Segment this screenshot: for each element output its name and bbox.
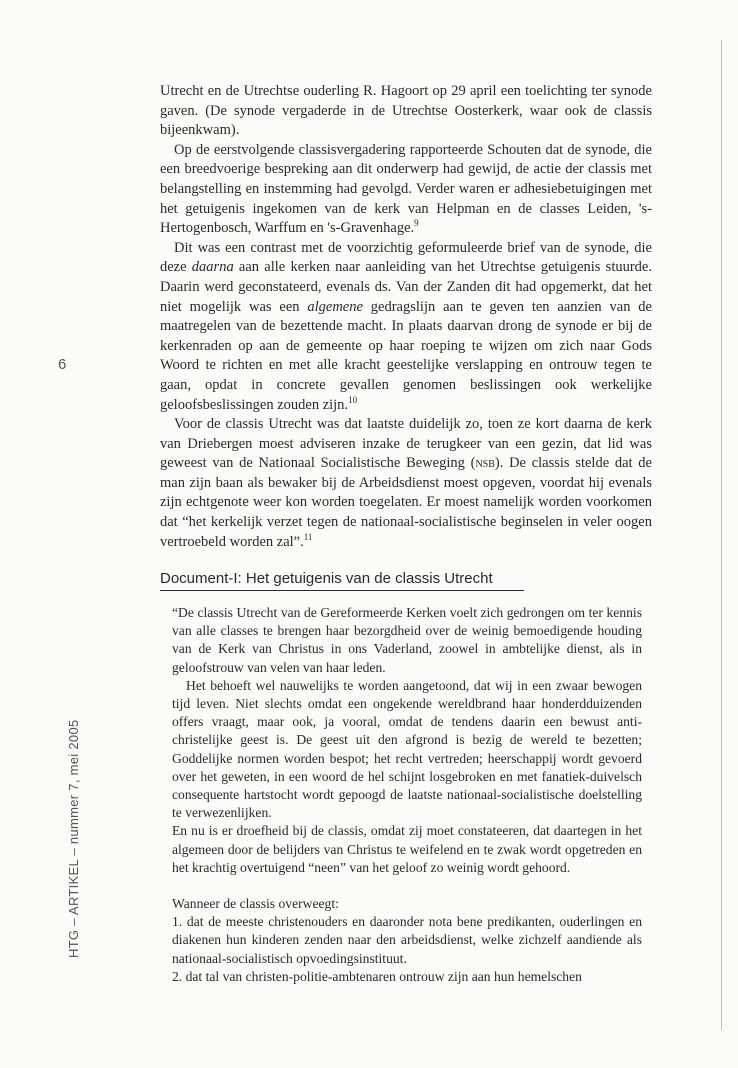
paragraph-2: Op de eerstvolgende classisvergadering rapporteerde Schouten dat de synode, die een breedvoerige bespreking aan dit onderwerp had gewijd, de actie der classis met belangstelling en instemming had gevolgd. Verder waren er adhesiebetuigingen met het getuigenis ingekomen van de kerk van Helpman en de classes Leiden, 's-Hertogenbosch, Warffum en 's-Gravenhage.$^9$ <box>160 141 652 237</box>
quote-spacer <box>172 877 642 895</box>
running-head: HTG – ARTIKEL – nummer 7, mei 2005 <box>66 719 81 958</box>
quote-list-item-1: 1. dat de meeste christenouders en daaronder nota bene predikanten, ouderlingen en diakenen hun kinderen zenden naar den arbeidsdienst, welke zichzelf aandiende als nationaal-socialistisch opvoedingsinstituut. <box>172 914 642 966</box>
section-heading: Document-I: Het getuigenis van de classis Utrecht <box>160 570 524 591</box>
quote-paragraph-1: “De classis Utrecht van de Gereformeerde Kerken voelt zich gedrongen om ter kennis van alle classes te brengen haar bezorgdheid over de weinig bemoedigende houding van de Kerk van Christus in ons Vaderland, zoowel in ambtelijke dienst, als in geloofstrouw van velen van haar leden. <box>172 605 642 675</box>
quote-paragraph-2: Het behoeft wel nauwelijks te worden aangetoond, dat wij in een zwaar bewogen tijd leven. Niet slechts omdat een ongekende wereldbrand haar honderdduizenden offers vraagt, maar ook, ja vooral, omdat de tendens daarin een bewust anti-christelijke geest is. De geest uit den afgrond is bezig de wereld te bezetten; Goddelijke normen worden bespot; het recht vertreden; heerschappij wordt gevoerd over het geweten, in een woord de hel schijnt losgebroken en met fanatiek-duivelsch consequente hartstocht wordt gepoogd de laatste nationaal-socialistische doelstelling te verwezenlijken. <box>172 677 642 821</box>
quote-paragraph-3: En nu is er droefheid bij de classis, omdat zij moet constateeren, dat daartegen in het algemeen door de belijders van Christus te weifelend en te zwak wordt opgetreden en het krachtig overtuigend “neen” van het geloof zo weinig wordt gehoord. <box>172 823 642 875</box>
paragraph-3: Dit was een contrast met de voorzichtig geformuleerde brief van de synode, die deze daarna aan alle kerken naar aanleiding van het Utrechtse getuigenis stuurde. Daarin werd geconstateerd, evenals ds. Van der Zanden dit had opgemerkt, dat het niet mogelijk was een algemene gedragslijn aan te geven ten aanzien van de maatregelen van de bezettende macht. In plaats daarvan drong de synode er bij de kerkenraden op aan de gemeente op haar roeping te wijzen om zich naar Gods Woord te richten en met alle kracht geestelijke verslapping en ontrouw tegen te gaan, opdat in concrete gevallen genomen beslissingen ook werkelijke geloofsbeslissingen zouden zijn.$^{10}$ <box>160 239 652 413</box>
article-body <box>160 82 652 552</box>
footnote-ref-11[interactable]: 11 <box>303 531 313 542</box>
footnote-ref-10[interactable]: 10 <box>348 394 358 405</box>
document-quote <box>172 604 642 986</box>
footnote-ref-9[interactable]: 9 <box>414 218 419 229</box>
quote-list-item-2: 2. dat tal van christen-politie-ambtenaren ontrouw zijn aan hun hemelschen <box>172 968 582 984</box>
paragraph-4: Voor de classis Utrecht was dat laatste duidelijk zo, toen ze kort daarna de kerk van Driebergen moest adviseren inzake de terugkeer van een gezin, dat lid was geweest van de Nationaal Socialistische Beweging (nsb). De classis stelde dat de man zijn baan als bewaker bij de Arbeidsdienst moest opgeven, voordat hij evenals zijn echtgenote weer kon worden toegelaten. Er moest namelijk worden voorkomen dat “het kerkelijk verzet tegen de nationaal-socialistische beginselen in veler oogen vertroebeld worden zal”.$^{11}$ <box>160 416 652 550</box>
page-edge-line <box>721 40 722 1030</box>
quote-list-intro: Wanneer de classis overweegt: <box>172 896 339 912</box>
paragraph-1: Utrecht en de Utrechtse ouderling R. Hagoort op 29 april een toelichting ter synode gaven. (De synode vergaderde in de Utrechtse Oosterkerk, waar ook de classis bijeenkwam). <box>160 83 652 139</box>
page-number: 6 <box>58 356 67 373</box>
